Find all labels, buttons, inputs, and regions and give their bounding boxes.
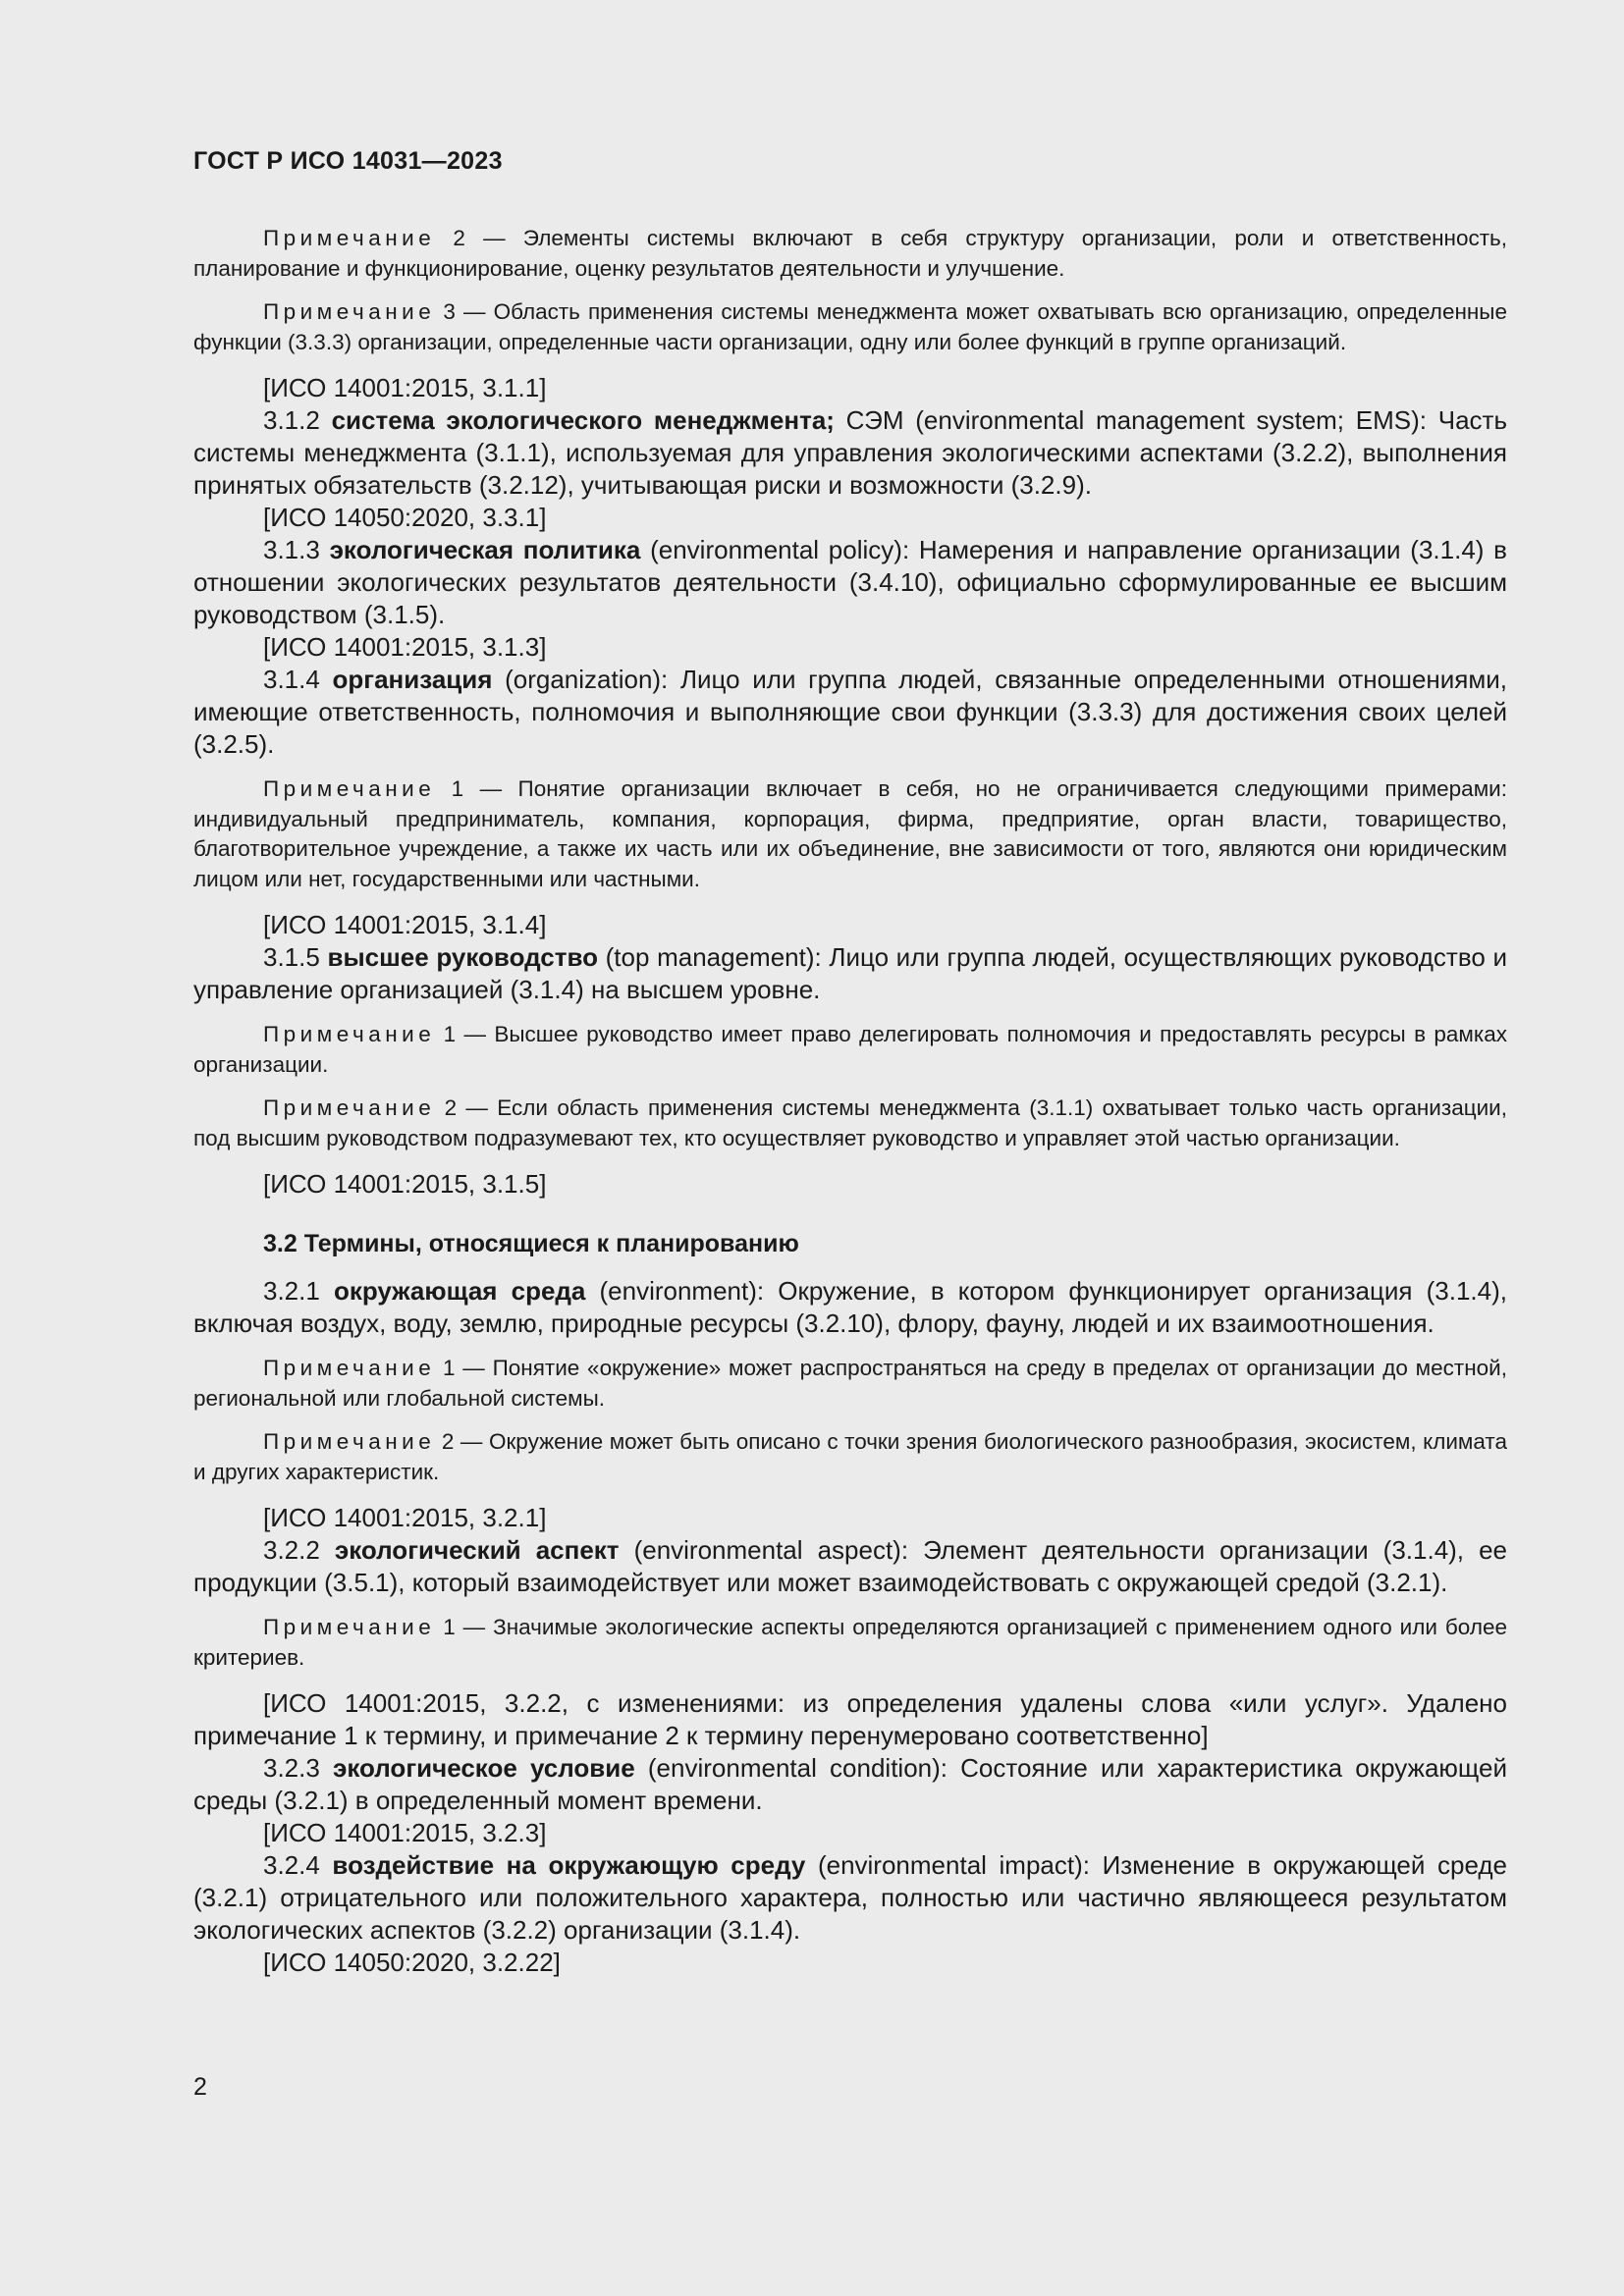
term-entry [193, 534, 1507, 631]
source-reference: [ИСО 14001:2015, 3.1.3] [263, 632, 547, 662]
term-name: экологический аспект [334, 1535, 620, 1565]
term-number: 3.2.1 [263, 1276, 334, 1306]
term-number: 3.1.3 [263, 535, 330, 564]
source-reference: [ИСО 14001:2015, 3.2.3] [263, 1818, 547, 1847]
source-reference: [ИСО 14001:2015, 3.2.1] [263, 1503, 547, 1532]
term-name: воздействие на окружающую среду [332, 1850, 806, 1880]
term-name: экологическая политика [329, 535, 641, 564]
term-definition: (organization): Лицо или группа людей, связанные определенными отношениями, имеющие ответственность, полномочия и выполняющие свои функции (3.3.3) для достижения своих целей (3.2.5). [193, 665, 1507, 759]
term-definition: (environmental impact): Изменение в окружающей среде (3.2.1) отрицательного или положительного характера, полностью или частично являющееся результатом экологических аспектов (3.2.2) организации (3.1.4). [193, 1850, 1507, 1945]
term-entry [193, 664, 1507, 761]
note-label: Примечание [263, 226, 436, 250]
note-label: Примечание [263, 1022, 436, 1046]
term-definition: (environmental aspect): Элемент деятельности организации (3.1.4), ее продукции (3.5.1), который взаимодействует или может взаимодействовать с окружающей средой (3.2.1). [193, 1535, 1507, 1597]
term-name: окружающая среда [333, 1276, 586, 1306]
document-body [193, 224, 1507, 1979]
note-paragraph [193, 774, 1507, 894]
note-text: — Если область применения системы менеджмента (3.1.1) охватывает только часть организации, под высшим руководством подразумевают тех, кто осуществляет руководство и управляет этой частью организации. [193, 1095, 1507, 1150]
note-text: — Значимые экологические аспекты определяются организацией с применением одного или более критериев. [193, 1615, 1507, 1670]
note-label: Примечание [263, 1356, 436, 1380]
source-reference: [ИСО 14001:2015, 3.1.5] [263, 1169, 547, 1199]
note-text: — Понятие организации включает в себя, но не ограничивается следующими примерами: индивидуальный предприниматель, компания, корпорация, фирма, предприятие, орган власти, товарищество, благотворительное учреждение, а также их часть или их объединение, вне зависимости от того, являются они юридическим лицом или нет, государственными или частными. [193, 776, 1507, 891]
source-reference: [ИСО 14001:2015, 3.2.2, с изменениями: из определения удалены слова «или услуг». Удалено примечание 1 к термину, и примечание 2 к термину перенумеровано соответственно] [193, 1688, 1507, 1750]
term-number: 3.2.4 [263, 1850, 333, 1880]
note-paragraph [193, 224, 1507, 284]
term-number: 3.2.3 [263, 1753, 333, 1783]
note-number: 2 [453, 226, 465, 250]
note-number: 1 [443, 1615, 456, 1639]
term-definition: (top management): Лицо или группа людей, осуществляющих руководство и управление организацией (3.1.4) на высшем уровне. [193, 942, 1507, 1004]
note-text: — Элементы системы включают в себя структуру организации, роли и ответственность, планирование и функционирование, оценку результатов деятельности и улучшение. [193, 226, 1507, 281]
term-number: 3.1.2 [263, 405, 332, 435]
source-reference: [ИСО 14050:2020, 3.2.22] [263, 1948, 561, 1977]
term-name: высшее руководство [327, 942, 598, 972]
note-number: 1 [443, 1022, 457, 1046]
note-paragraph [193, 1020, 1507, 1080]
page-number: 2 [193, 2073, 207, 2101]
note-paragraph [193, 1354, 1507, 1414]
term-entry [193, 1849, 1507, 1947]
term-name: система экологического менеджмента; [331, 405, 835, 435]
note-number: 1 [451, 776, 464, 801]
note-text: — Высшее руководство имеет право делегировать полномочия и предоставлять ресурсы в рамках организации. [193, 1022, 1507, 1077]
term-name: экологическое условие [333, 1753, 635, 1783]
note-paragraph [193, 1613, 1507, 1673]
term-definition: (environmental policy): Намерения и направление организации (3.1.4) в отношении экологических результатов деятельности (3.4.10), официально сформулированные ее высшим руководством (3.1.5). [193, 535, 1507, 629]
note-text: — Понятие «окружение» может распространяться на среду в пределах от организации до местной, региональной или глобальной системы. [193, 1356, 1507, 1411]
term-name: организация [332, 665, 493, 694]
note-label: Примечание [263, 776, 436, 801]
note-paragraph [193, 1427, 1507, 1487]
section-heading: 3.2 Термины, относящиеся к планированию [263, 1230, 799, 1257]
note-number: 3 [443, 299, 456, 324]
note-label: Примечание [263, 1095, 436, 1120]
term-entry [193, 404, 1507, 502]
source-reference: [ИСО 14001:2015, 3.1.1] [263, 373, 547, 402]
note-label: Примечание [263, 299, 436, 324]
term-entry [193, 941, 1507, 1006]
note-paragraph [193, 297, 1507, 357]
term-definition: (environment): Окружение, в котором функционирует организация (3.1.4), включая воздух, воду, землю, природные ресурсы (3.2.10), флору, фауну, людей и их взаимоотношения. [193, 1276, 1507, 1338]
term-definition: (environmental condition): Состояние или характеристика окружающей среды (3.2.1) в определенный момент времени. [193, 1753, 1507, 1815]
term-definition: СЭМ (environmental management system; EMS): Часть системы менеджмента (3.1.1), используемая для управления экологическими аспектами (3.2.2), выполнения принятых обязательств (3.2.12), учитывающая риски и возможности (3.2.9). [193, 405, 1507, 500]
source-reference: [ИСО 14001:2015, 3.1.4] [263, 910, 547, 939]
term-number: 3.2.2 [263, 1535, 335, 1565]
note-paragraph [193, 1094, 1507, 1153]
note-number: 2 [444, 1095, 458, 1120]
term-entry [193, 1275, 1507, 1340]
source-reference: [ИСО 14050:2020, 3.3.1] [263, 503, 547, 532]
term-number: 3.1.5 [263, 942, 328, 972]
term-number: 3.1.4 [263, 665, 333, 694]
document-header: ГОСТ Р ИСО 14031—2023 [193, 147, 503, 175]
term-entry [193, 1752, 1507, 1817]
note-label: Примечание [263, 1615, 436, 1639]
note-text: — Область применения системы менеджмента может охватывать всю организацию, определенные функции (3.3.3) организации, определенные части организации, одну или более функций в группе организаций. [193, 299, 1507, 354]
note-number: 1 [443, 1356, 456, 1380]
note-text: — Окружение может быть описано с точки зрения биологического разнообразия, экосистем, климата и других характеристик. [193, 1429, 1507, 1484]
note-number: 2 [441, 1429, 455, 1454]
term-entry [193, 1534, 1507, 1599]
note-label: Примечание [263, 1429, 436, 1454]
